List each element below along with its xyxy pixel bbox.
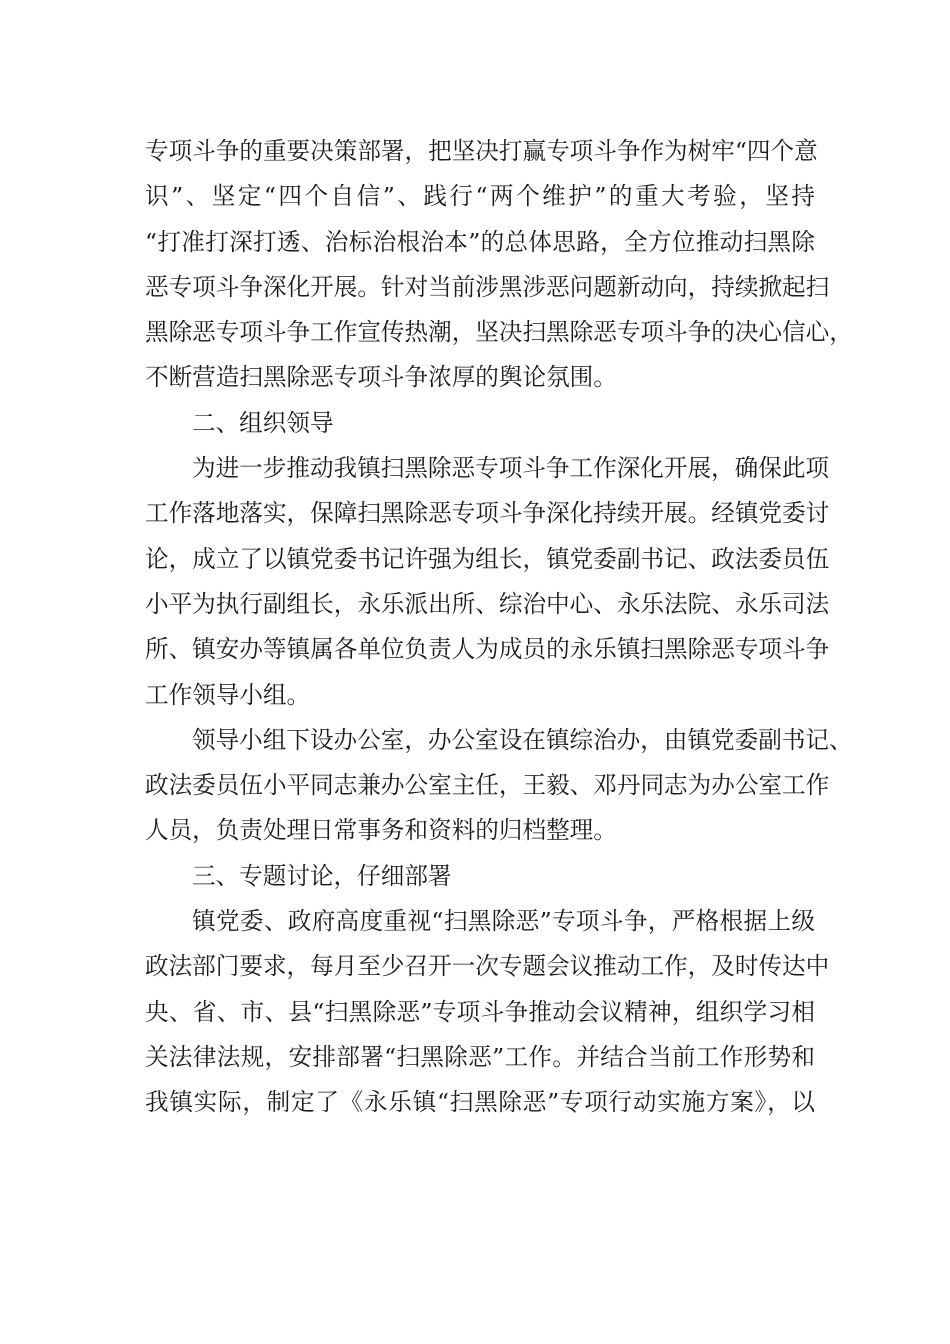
paragraph-line: 恶专项斗争深化开展。针对当前涉黑涉恶问题新动向，持续掀起扫 bbox=[145, 272, 830, 301]
paragraph bbox=[145, 899, 830, 1125]
paragraph-line: 央、省、市、县“扫黑除恶”专项斗争推动会议精神，组织学习相 bbox=[145, 997, 815, 1026]
section-heading bbox=[145, 854, 815, 899]
paragraph-line: 领导小组下设办公室，办公室设在镇综治办，由镇党委副书记、 bbox=[192, 725, 853, 754]
paragraph-line: 关法律法规，安排部署“扫黑除恶”工作。并结合当前工作形势和 bbox=[145, 1042, 815, 1071]
paragraph bbox=[145, 718, 853, 854]
paragraph-line: 镇党委、政府高度重视“扫黑除恶”专项斗争，严格根据上级 bbox=[192, 907, 815, 936]
paragraph-line: 工作领导小组。 bbox=[145, 680, 311, 709]
paragraph-line: 不断营造扫黑除恶专项斗争浓厚的舆论氛围。 bbox=[145, 363, 617, 392]
heading-text: 二、组织领导 bbox=[192, 408, 334, 437]
paragraph bbox=[145, 129, 853, 401]
paragraph-line: 所、镇安办等镇属各单位负责人为成员的永乐镇扫黑除恶专项斗争 bbox=[145, 635, 830, 664]
paragraph-line: 政法委员伍小平同志兼办公室主任，王毅、邓丹同志为办公室工作 bbox=[145, 771, 830, 800]
paragraph bbox=[145, 446, 830, 718]
paragraph-line: “打准打深打透、治标治根治本”的总体思路，全方位推动扫黑除 bbox=[145, 227, 815, 256]
paragraph-line: 识”、坚定“四个自信”、践行“两个维护”的重大考验，坚持 bbox=[145, 182, 815, 211]
paragraph-line: 为进一步推动我镇扫黑除恶专项斗争工作深化开展，确保此项 bbox=[192, 454, 830, 483]
paragraph-line: 小平为执行副组长，永乐派出所、综治中心、永乐法院、永乐司法 bbox=[145, 589, 830, 618]
paragraph-line: 我镇实际，制定了《永乐镇“扫黑除恶”专项行动实施方案》，以 bbox=[145, 1088, 815, 1117]
heading-text: 三、专题讨论，仔细部署 bbox=[192, 861, 452, 890]
paragraph-line: 政法部门要求，每月至少召开一次专题会议推动工作，及时传达中 bbox=[145, 952, 830, 981]
paragraph-line: 工作落地落实，保障扫黑除恶专项斗争深化持续开展。经镇党委讨 bbox=[145, 499, 830, 528]
section-heading bbox=[145, 401, 815, 446]
paragraph-line: 专项斗争的重要决策部署，把坚决打赢专项斗争作为树牢“四个意 bbox=[145, 137, 818, 165]
paragraph-line: 人员，负责处理日常事务和资料的归档整理。 bbox=[145, 816, 617, 845]
document-body bbox=[145, 129, 853, 1126]
paragraph-line: 论，成立了以镇党委书记许强为组长，镇党委副书记、政法委员伍 bbox=[145, 544, 830, 573]
paragraph-line: 黑除恶专项斗争工作宣传热潮，坚决扫黑除恶专项斗争的决心信心， bbox=[145, 318, 853, 347]
